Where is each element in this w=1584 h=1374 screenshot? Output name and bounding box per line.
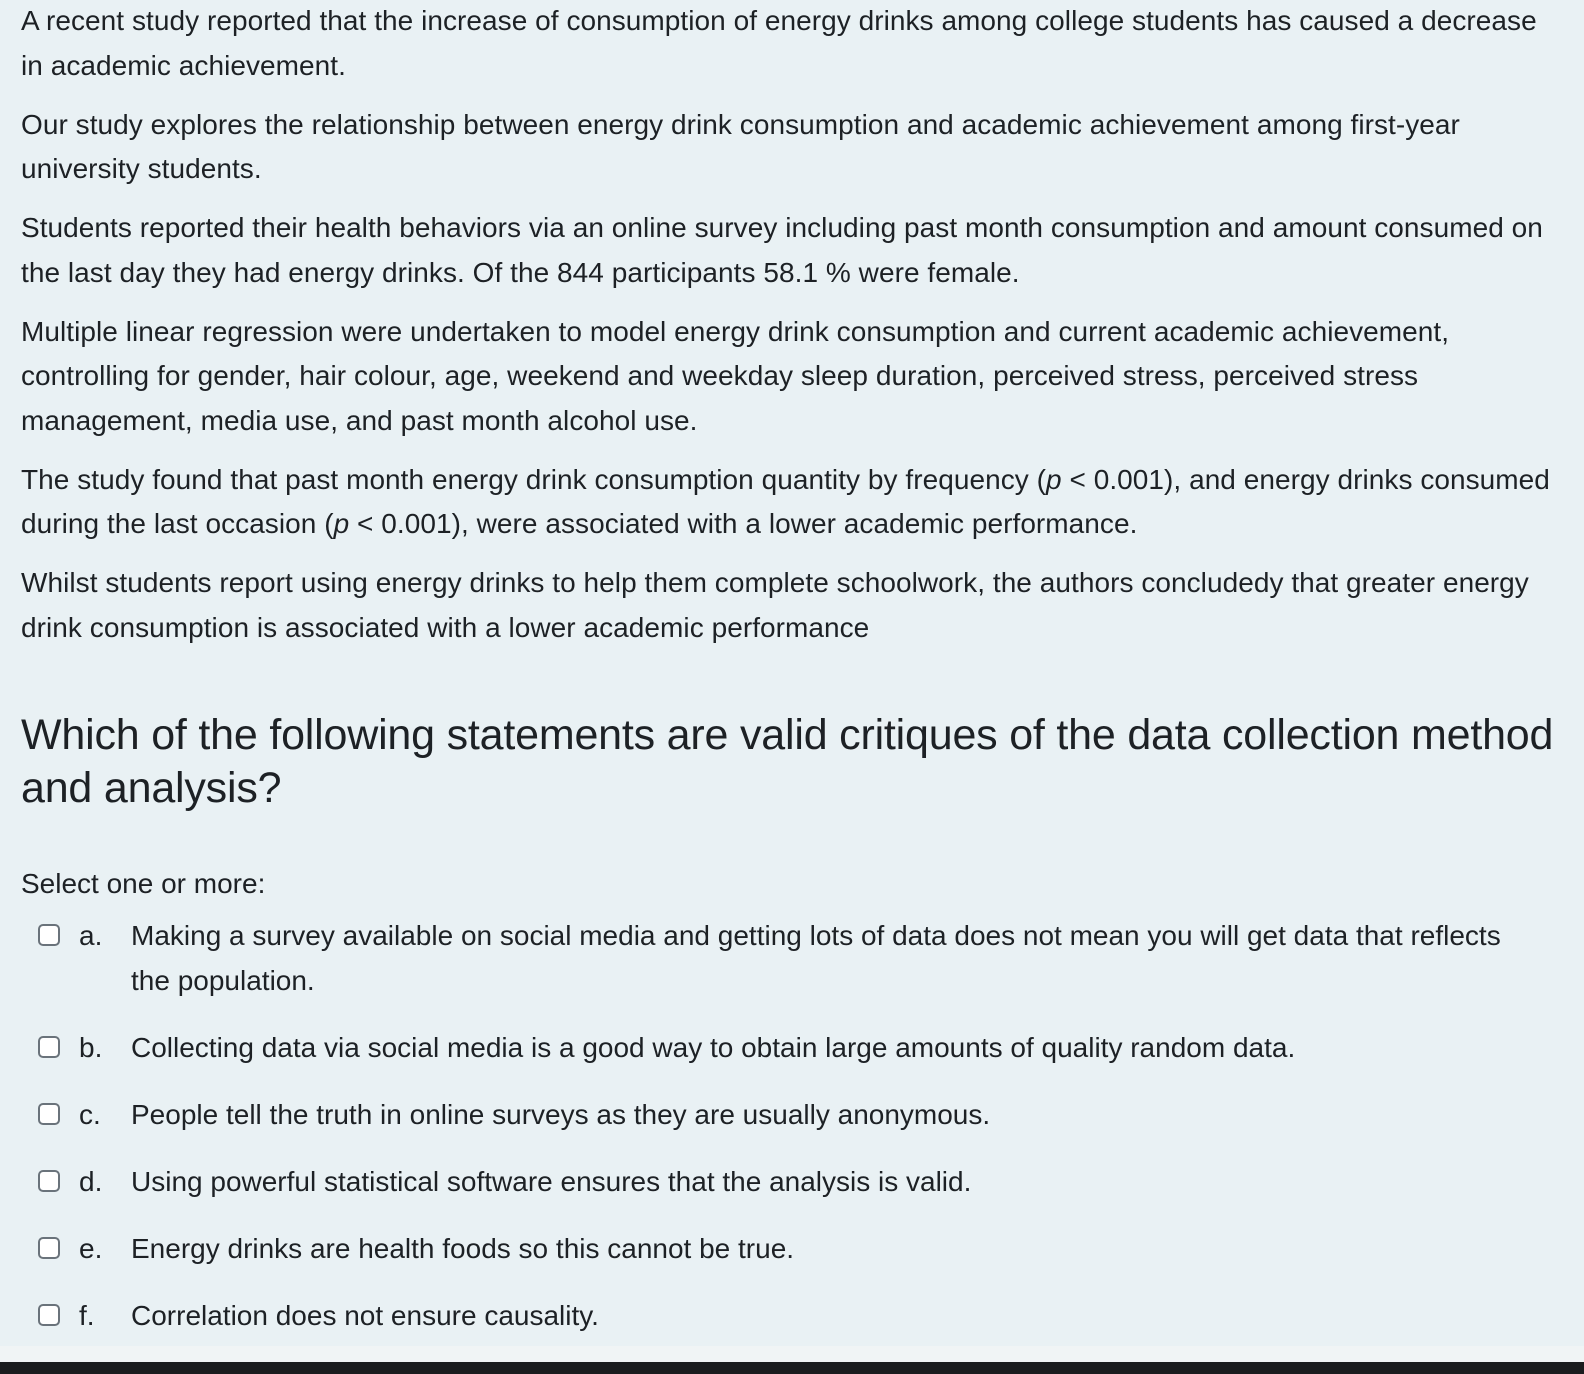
findings-text-2: < 0.001), and energy drinks consumed during the last occasion ( <box>21 463 1550 539</box>
answer-option-c[interactable] <box>21 1093 1561 1138</box>
answer-option-a[interactable] <box>21 914 1561 1003</box>
window-bottom-strip <box>0 1362 1584 1374</box>
option-text[interactable]: Making a survey available on social media and getting lots of data does not mean you will get data that reflects the population. <box>131 920 1501 996</box>
answer-option-f[interactable] <box>21 1294 1561 1339</box>
answer-option-d[interactable] <box>21 1160 1561 1205</box>
intro-paragraph-2: Our study explores the relationship between energy drink consumption and academic achievement among first-year university students. <box>21 108 1460 184</box>
question-content <box>21 0 1561 1361</box>
option-e-checkbox[interactable] <box>38 1237 60 1259</box>
question-stem <box>21 0 1561 650</box>
option-b-checkbox[interactable] <box>38 1036 60 1058</box>
p-value-symbol: p <box>1046 463 1062 495</box>
option-text[interactable]: Correlation does not ensure causality. <box>131 1299 599 1331</box>
option-letter: e. <box>79 1232 103 1264</box>
option-text[interactable]: People tell the truth in online surveys as they are usually anonymous. <box>131 1098 991 1130</box>
option-letter: b. <box>79 1031 103 1063</box>
question-heading: Which of the following statements are valid critiques of the data collection method and analysis? <box>21 711 1554 812</box>
findings-paragraph <box>21 458 1561 547</box>
intro-paragraph-1: A recent study reported that the increase of consumption of energy drinks among college students has caused a decrease in academic achievement. <box>21 5 1537 81</box>
option-text[interactable]: Using powerful statistical software ensures that the analysis is valid. <box>131 1165 972 1197</box>
answer-options <box>21 914 1561 1338</box>
option-text[interactable]: Collecting data via social media is a good way to obtain large amounts of quality random data. <box>131 1031 1296 1063</box>
p-value-symbol: p <box>333 508 350 539</box>
option-letter: d. <box>79 1165 103 1197</box>
option-letter: a. <box>79 920 103 951</box>
option-letter: f. <box>79 1299 95 1331</box>
conclusion-paragraph: Whilst students report using energy drinks to help them complete schoolwork, the authors concludedy that greater energy drink consumption is associated with a lower academic performance <box>21 567 1529 643</box>
option-text[interactable]: Energy drinks are health foods so this cannot be true. <box>131 1232 795 1264</box>
answer-prompt: Select one or more: <box>21 868 266 899</box>
findings-text-1: The study found that past month energy drink consumption quantity by frequency ( <box>21 463 1047 495</box>
intro-paragraph-4: Multiple linear regression were undertaken to model energy drink consumption and current academic achievement, controlling for gender, hair colour, age, weekend and weekday sleep duration, perceived stress, perceived stress management, media use, and past month alcohol use. <box>21 315 1450 436</box>
option-f-checkbox[interactable] <box>38 1304 60 1326</box>
intro-paragraph-3: Students reported their health behaviors via an online survey including past month consumption and amount consumed on the last day they had energy drinks. Of the 844 participants 58.1 % were female. <box>21 212 1543 288</box>
option-c-checkbox[interactable] <box>38 1103 60 1125</box>
option-letter: c. <box>79 1098 101 1130</box>
findings-text-3: < 0.001), were associated with a lower academic performance. <box>349 508 1138 539</box>
answer-option-b[interactable] <box>21 1026 1561 1071</box>
answer-option-e[interactable] <box>21 1227 1561 1272</box>
option-a-checkbox[interactable] <box>38 924 60 946</box>
window-bottom-edge <box>0 1346 1584 1374</box>
option-d-checkbox[interactable] <box>38 1170 60 1192</box>
